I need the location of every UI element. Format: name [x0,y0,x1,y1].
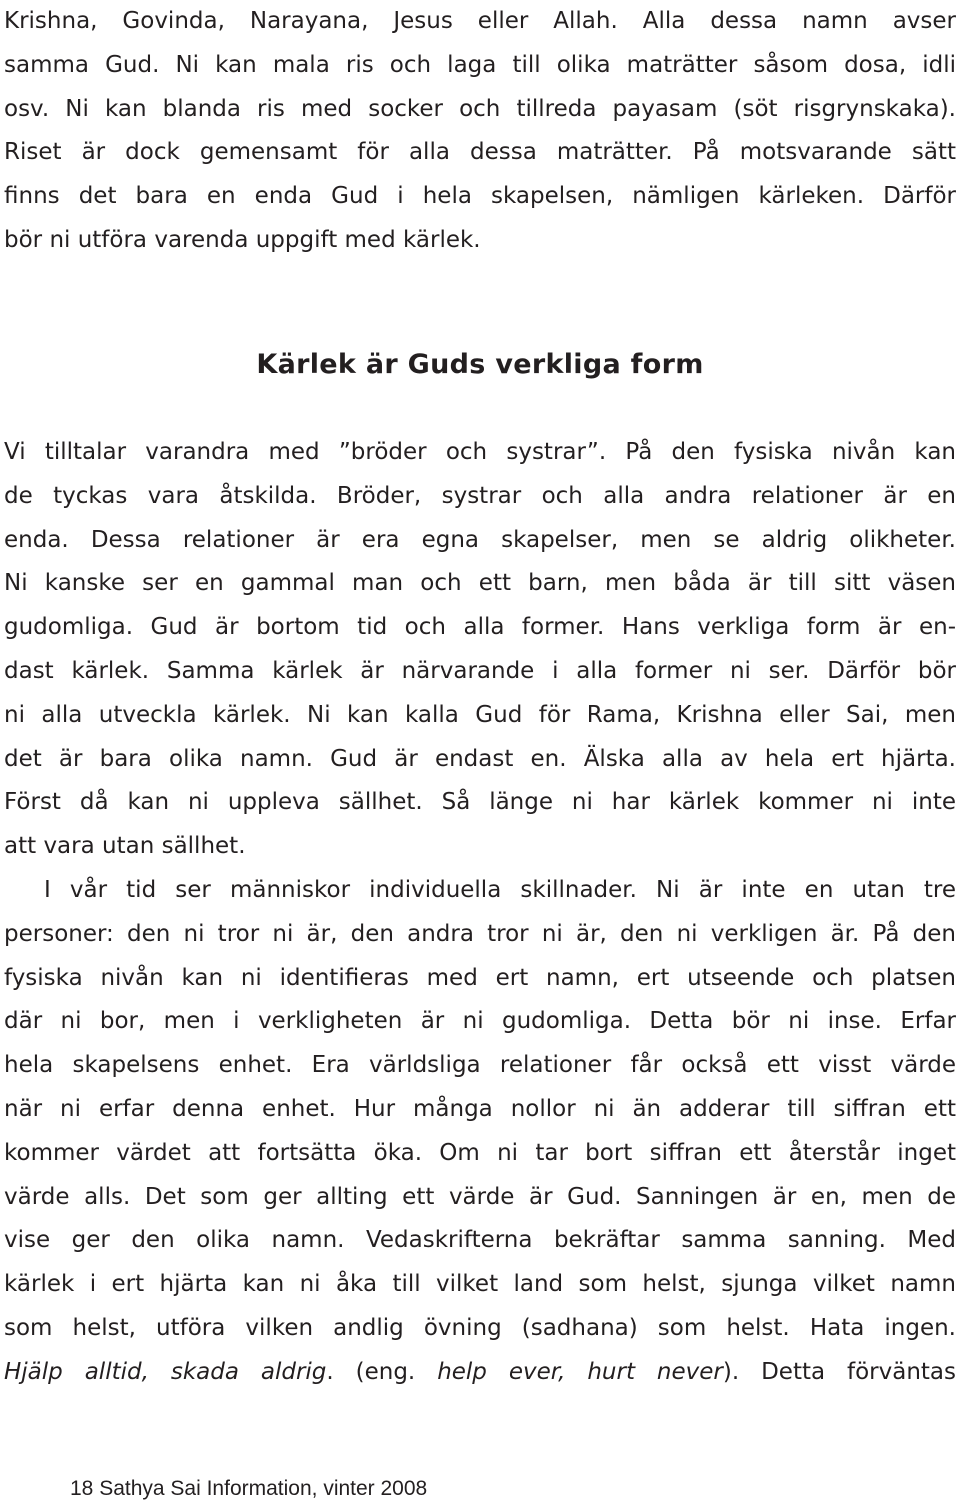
section-paragraph-2 [4,869,956,1395]
text-line-mixed [4,1351,956,1395]
intro-paragraph [4,0,956,263]
text-line: I vår tid ser människor individuella skillnader. Ni är inte en utan tre [44,877,956,903]
text-line: Ni kanske ser en gammal man och ett barn, men båda är till sitt väsen [4,570,956,597]
text-line: finns det bara en enda Gud i hela skapelsen, nämligen kärleken. Därför [4,183,956,210]
text-fragment: ). Detta förväntas [722,1358,957,1385]
section-heading: Kärlek är Guds verkliga form [256,349,704,380]
text-fragment: . (eng. [326,1358,438,1385]
text-line: enda. Dessa relationer är era egna skapelser, men se aldrig olikheter. [4,526,956,553]
text-line: värde alls. Det som ger allting ett värde är Gud. Sanningen är en, men de [4,1183,956,1210]
text-line: hela skapelsens enhet. Era världsliga relationer får också ett visst värde [4,1052,956,1079]
text-line: Krishna, Govinda, Narayana, Jesus eller Allah. Alla dessa namn avser [4,8,956,34]
text-line: där ni bor, men i verkligheten är ni gudomliga. Detta bör ni inse. Erfar [4,1008,956,1035]
section-paragraph-1 [4,431,956,869]
text-line: ni alla utveckla kärlek. Ni kan kalla Gud för Rama, Krishna eller Sai, men [4,701,956,728]
text-line: Riset är dock gemensamt för alla dessa maträtter. På motsvarande sätt [4,139,956,166]
text-line: Vi tilltalar varandra med ”bröder och systrar”. På den fysiska nivån kan [4,439,956,465]
text-line: Först då kan ni uppleva sällhet. Så länge ni har kärlek kommer ni inte [4,789,956,816]
text-line: det är bara olika namn. Gud är endast en. Älska alla av hela ert hjärta. [4,745,956,772]
text-line: som helst, utföra vilken andlig övning (sadhana) som helst. Hata ingen. [4,1314,956,1341]
text-line: de tyckas vara åtskilda. Bröder, systrar och alla andra relationer är en [4,482,956,509]
text-line: när ni erfar denna enhet. Hur många nollor ni än adderar till siffran ett [4,1095,956,1122]
text-line: att vara utan sällhet. [4,833,246,860]
text-line: osv. Ni kan blanda ris med socker och tillreda payasam (söt risgrynskaka). [4,95,956,122]
text-line: fysiska nivån kan ni identifieras med ert namn, ert utseende och platsen [4,964,956,991]
text-line: personer: den ni tror ni är, den andra tror ni är, den ni verkligen är. På den [4,920,956,947]
text-line: kärlek i ert hjärta kan ni åka till vilket land som helst, sjunga vilket namn [4,1271,956,1298]
italic-phrase-swedish: Hjälp alltid, skada aldrig [4,1358,327,1385]
text-line: bör ni utföra varenda uppgift med kärlek. [4,226,481,253]
text-line: gudomliga. Gud är bortom tid och alla former. Hans verkliga form är en- [4,614,956,641]
text-line: vise ger den olika namn. Vedaskrifterna bekräftar samma sanning. Med [4,1227,956,1254]
page-footer: 18 Sathya Sai Information, vinter 2008 [70,1477,428,1500]
text-line: samma Gud. Ni kan mala ris och laga till olika maträtter såsom dosa, idli [4,51,956,78]
text-line: dast kärlek. Samma kärlek är närvarande i alla former ni ser. Därför bör [4,657,956,684]
italic-phrase-english: help ever, hurt never [437,1358,723,1385]
text-line: kommer värdet att fortsätta öka. Om ni tar bort siffran ett återstår inget [4,1139,956,1166]
